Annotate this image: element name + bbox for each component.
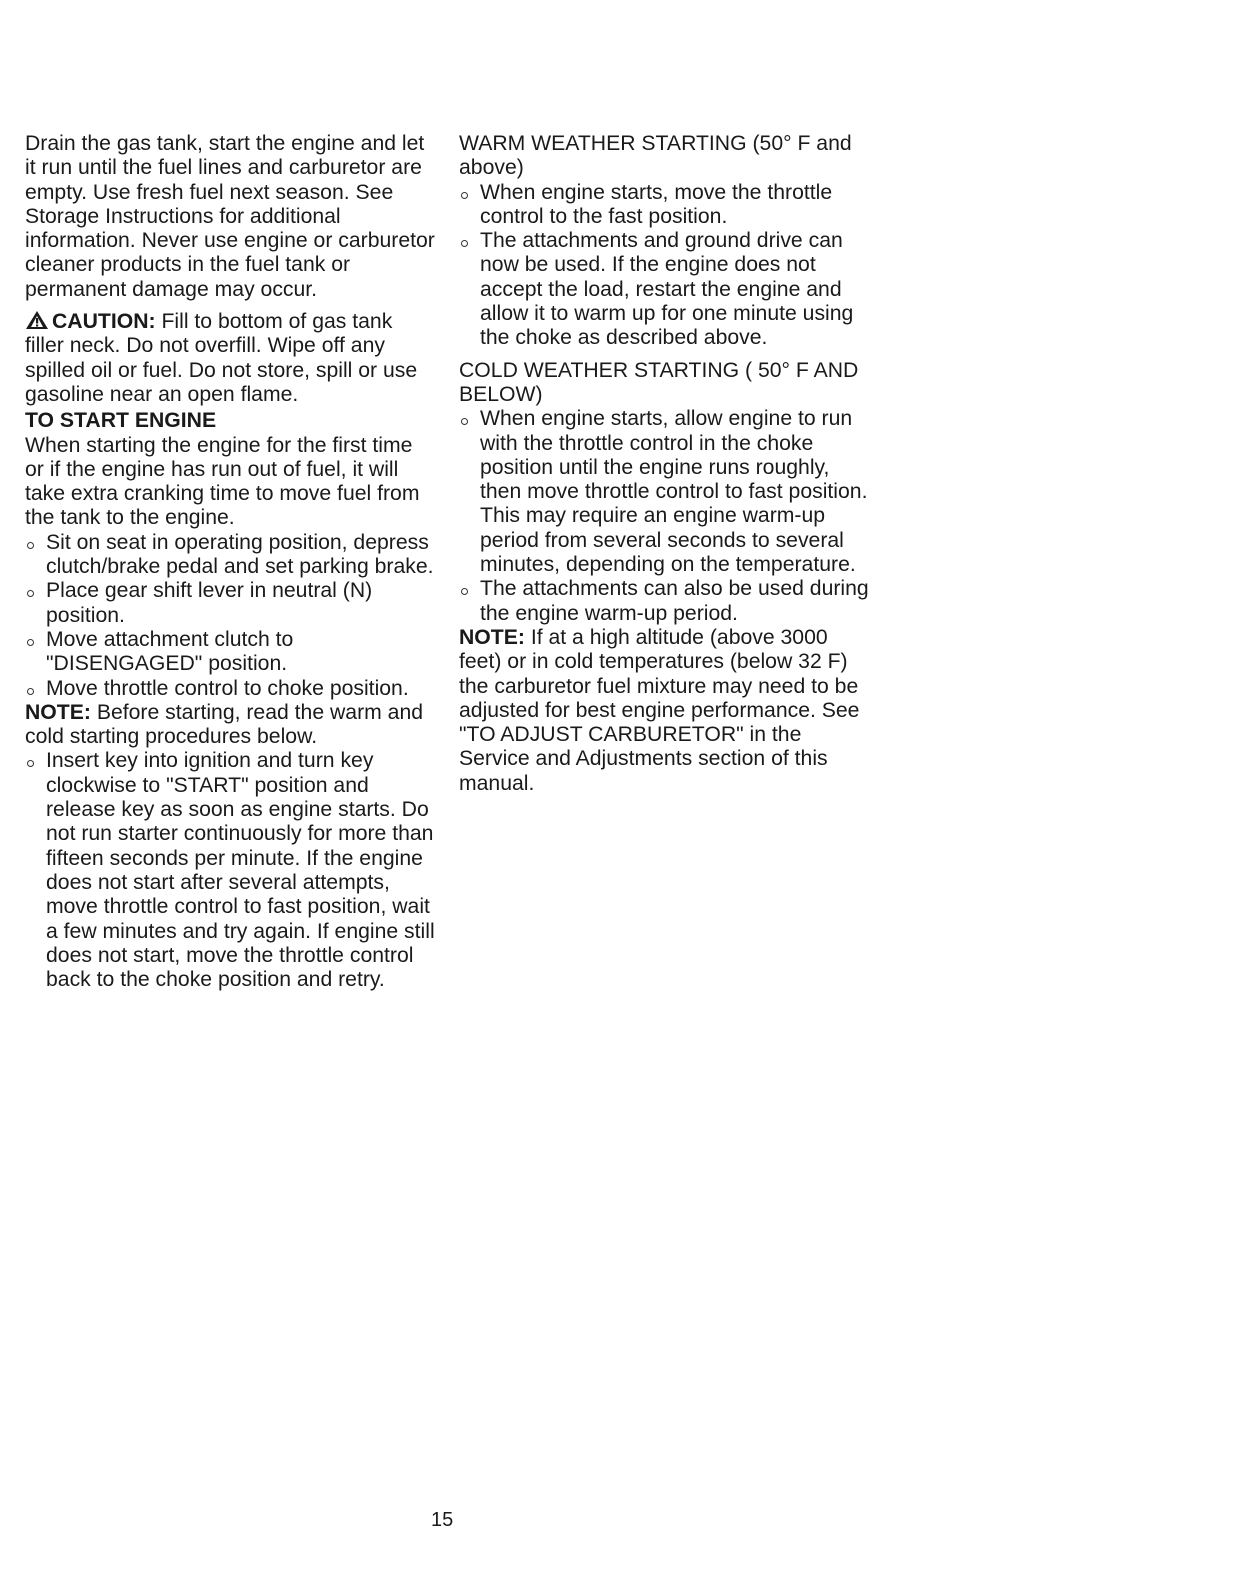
warning-triangle-icon xyxy=(25,310,51,330)
cold-steps-list xyxy=(459,407,874,626)
caution-label: CAUTION: xyxy=(52,310,156,334)
list-item: When engine starts, allow engine to run with the throttle control in the choke position until the engine runs roughly, then move throttle control to fast position. This may require an engine warm-up period from several seconds to several minutes, depending on the temperature. xyxy=(459,407,874,577)
note-paragraph xyxy=(25,701,435,750)
altitude-note-paragraph xyxy=(459,626,874,796)
caution-paragraph xyxy=(25,310,435,407)
note-label: NOTE: xyxy=(25,700,91,724)
list-item: When engine starts, move the throttle control to the fast position. xyxy=(459,181,874,230)
list-item: The attachments can also be used during the engine warm-up period. xyxy=(459,577,874,626)
warm-steps-list xyxy=(459,181,874,351)
note-text: Before starting, read the warm and cold starting procedures below. xyxy=(25,700,424,749)
page-number: 15 xyxy=(431,1509,454,1531)
list-item: Place gear shift lever in neutral (N) position. xyxy=(25,579,435,628)
caution-text: Fill to bottom of gas tank filler neck. Do not overfill. Wipe off any spilled oil or fuel. Do not store, spill or use gasoline near an open flame. xyxy=(25,310,418,406)
right-column xyxy=(459,132,874,796)
cold-weather-heading: COLD WEATHER STARTING ( 50° F AND BELOW) xyxy=(459,358,859,406)
list-item: Move attachment clutch to "DISENGAGED" position. xyxy=(25,628,435,677)
list-item: The attachments and ground drive can now be used. If the engine does not accept the load, restart the engine and allow it to warm up for one minute using the choke as described above. xyxy=(459,229,874,350)
warm-weather-heading: WARM WEATHER STARTING (50° F and above) xyxy=(459,132,852,180)
ignition-steps-list xyxy=(25,749,435,992)
list-item: Insert key into ignition and turn key clockwise to "START" position and release key as soon as engine starts. Do not run starter continuously for more than fifteen seconds per minute. If the engine does not start after several attempts, move throttle control to fast position, wait a few minutes and try again. If engine still does not start, move the throttle control back to the choke position and retry. xyxy=(25,749,435,992)
start-steps-list xyxy=(25,531,435,701)
start-intro-paragraph: When starting the engine for the first time or if the engine has run out of fuel, it will take extra cranking time to move fuel from the tank to the engine. xyxy=(25,433,420,530)
note-text: If at a high altitude (above 3000 feet) or in cold temperatures (below 32 F) the carburetor fuel mixture may need to be adjusted for best engine performance. See "TO ADJUST CARBURETOR" in the Service and Adjustments section of this manual. xyxy=(459,625,860,795)
list-item: Move throttle control to choke position. xyxy=(25,677,435,701)
note-label: NOTE: xyxy=(459,625,525,649)
left-column xyxy=(25,132,435,992)
fuel-drain-paragraph: Drain the gas tank, start the engine and let it run until the fuel lines and carburetor are empty. Use fresh fuel next season. See Storage Instructions for additional information. Never use engine or carburetor cleaner products in the fuel tank or permanent damage may occur. xyxy=(25,132,435,301)
list-item: Sit on seat in operating position, depress clutch/brake pedal and set parking brake. xyxy=(25,531,435,580)
to-start-engine-heading: TO START ENGINE xyxy=(25,409,217,433)
